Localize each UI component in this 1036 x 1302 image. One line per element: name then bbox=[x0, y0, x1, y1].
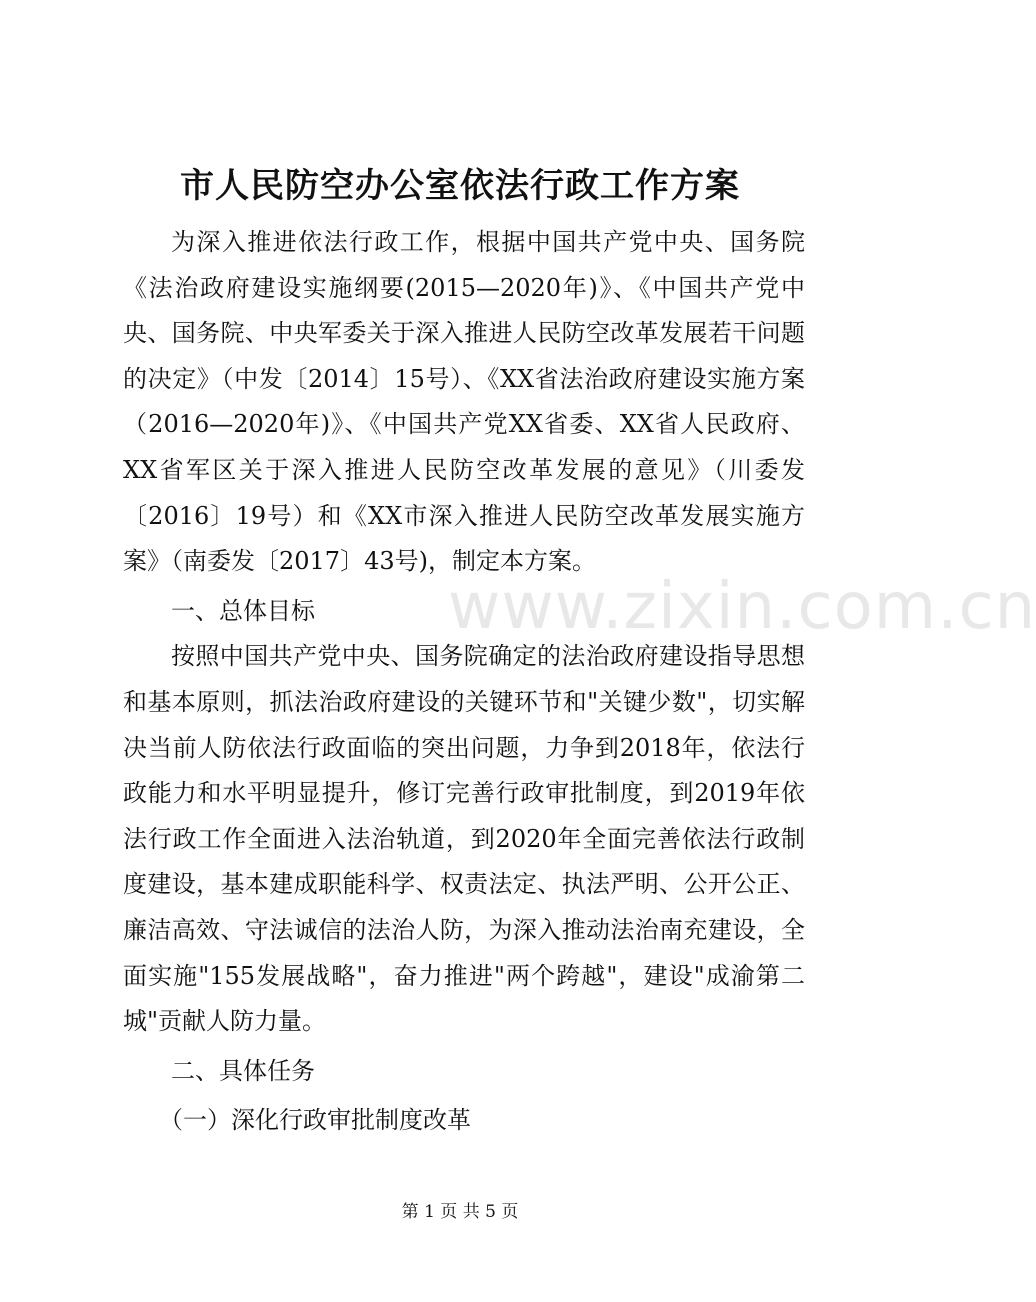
subsection-heading-approval-reform: （一）深化行政审批制度改革 bbox=[159, 1106, 471, 1135]
document-title: 市人民防空办公室依法行政工作方案 bbox=[180, 166, 740, 206]
intro-paragraph: 为深入推进依法行政工作，根据中国共产党中央、国务院《法治政府建设实施纲要(2015—2020年)》、《中国共产党中央、国务院、中央军委关于深入推进人民防空改革发展若干问题的决定》（中发〔2014〕15号）、《XX省法治政府建设实施方案（2016—2020年)》、《中国共产党XX省委、XX省人民政府、XX省军区关于深入推进人民防空改革发展的意见》（川委发〔2016〕19号）和《XX市深入推进人民防空改革发展实施方案》（南委发〔2017〕43号)，制定本方案。 bbox=[123, 228, 805, 576]
page-number-footer: 第 1 页 共 5 页 bbox=[401, 1202, 519, 1222]
section-heading-specific-tasks: 二、具体任务 bbox=[171, 1056, 315, 1085]
section-paragraph-overall-goal: 按照中国共产党中央、国务院确定的法治政府建设指导思想和基本原则，抓法治政府建设的关键环节和"关键少数"，切实解决当前人防依法行政面临的突出问题，力争到2018年，依法行政能力和水平明显提升，修订完善行政审批制度，到2019年依法行政工作全面进入法治轨道，到2020年全面完善依法行政制度建设，基本建成职能科学、权责法定、执法严明、公开公正、廉洁高效、守法诚信的法治人防，为深入推动法治南充建设，全面实施"155发展战略"，奋力推进"两个跨越"，建设"成渝第二城"贡献人防力量。 bbox=[123, 642, 805, 1036]
document-body bbox=[123, 220, 805, 1144]
watermark: www.zixin.com.cn bbox=[448, 570, 1036, 644]
section-heading-overall-goal: 一、总体目标 bbox=[171, 596, 315, 625]
